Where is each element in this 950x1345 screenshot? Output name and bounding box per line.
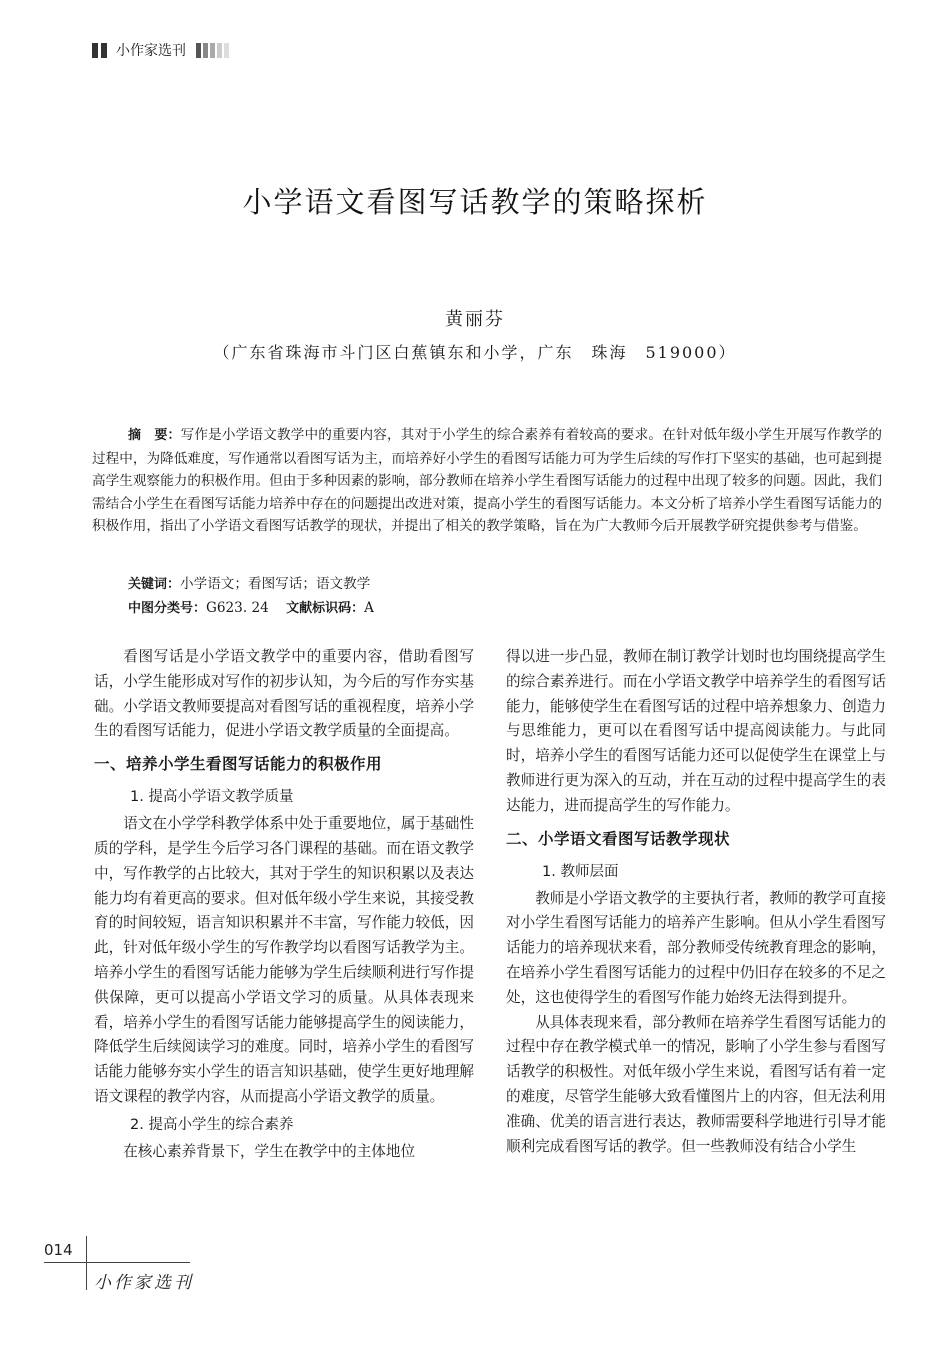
keywords-label: 关键词： [128, 577, 181, 592]
author-affiliation: （广东省珠海市斗门区白蕉镇东和小学，广东 珠海 519000） [213, 343, 737, 362]
doc-code-value: A [364, 600, 374, 616]
continued-paragraph: 得以进一步凸显，教师在制订教学计划时也均围绕提高学生的综合素养进行。而在小学语文教学中培养学生的看图写话能力，能够使学生在看图写话的过程中培养想象力、创造力与思维能力，更可以在看图写话中提高阅读能力。与此同时，培养小学生的看图写话能力还可以促使学生在课堂上与教师进行更为深入的互动，并在互动的过程中提高学生的表达能力，进而提高学生的写作能力。 [506, 648, 886, 814]
author-name: 黄丽芬 [445, 309, 505, 330]
abstract [92, 424, 882, 538]
body-paragraph: 语文在小学学科教学体系中处于重要地位，属于基础性质的学科，是学生今后学习各门课程的基础。而在语文教学中，写作教学的占比较大，其对于学生的知识积累以及表达能力均有着更高的要求。但对低年级小学生来说，其接受教育的时间较短，语言知识积累并不丰富，写作能力较低，因此，针对低年级小学生的写作教学均以看图写话教学为主。培养小学生的看图写话能力能够为学生后续顺利进行写作提供保障，更可以提高小学语文学习的质量。从具体表现来看，培养小学生的看图写话能力能够提高学生的阅读能力，降低学生后续阅读学习的难度。同时，培养小学生的看图写话能力能够夯实小学生的语言知识基础，使学生更好地理解语文课程的教学内容，从而提高小学语文教学的质量。 [94, 815, 474, 1105]
left-column [94, 645, 474, 1165]
article-title: 小学语文看图写话教学的策略探析 [242, 185, 708, 219]
clc-label: 中图分类号： [128, 601, 207, 616]
header-bar-icon [203, 43, 208, 58]
keywords-text: 小学语文；看图写话；语文教学 [180, 576, 371, 592]
intro-paragraph: 看图写话是小学语文教学中的重要内容，借助看图写话，小学生能形成对写作的初步认知，为今后的写作夯实基础。小学语文教师要提高对看图写话的重视程度，培养小学生的看图写话能力，促进小学语文教学质量的全面提高。 [94, 648, 474, 740]
section-heading-2: 二、小学语文看图写话教学现状 [506, 829, 731, 848]
header-bar-icon [217, 43, 222, 58]
classification [128, 597, 374, 616]
clc-value: G623. 24 [206, 600, 269, 616]
body-paragraph: 从具体表现来看，部分教师在培养学生看图写话能力的过程中存在教学模式单一的情况，影响了小学生参与看图写话教学的积极性。对低年级小学生来说，看图写话有着一定的难度，尽管学生能够大致看懂图片上的内容，但无法利用准确、优美的语言进行表达，教师需要科学地进行引导才能顺利完成看图写话的教学。但一些教师没有结合小学生 [506, 1013, 886, 1155]
subsection-heading: 1. 教师层面 [542, 863, 619, 880]
header-block-icon [101, 43, 107, 58]
footer-divider [86, 1236, 87, 1290]
subsection-heading: 1. 提高小学语文教学质量 [130, 789, 294, 806]
header-bar-icon [224, 43, 229, 58]
footer-rule [44, 1262, 190, 1263]
body-paragraph: 教师是小学语文教学的主要执行者，教师的教学可直接对小学生看图写话能力的培养产生影响。但从小学生看图写话能力的培养现状来看，部分教师受传统教育理念的影响，在培养小学生看图写话能力的过程中仍旧存在较多的不足之处，这也使得学生的看图写作能力始终无法得到提升。 [506, 889, 886, 1006]
subsection-heading: 2. 提高小学生的综合素养 [130, 1116, 294, 1133]
running-header [92, 40, 231, 60]
journal-logo: 小作家选刊 [94, 1273, 194, 1293]
section-heading-1: 一、培养小学生看图写话能力的积极作用 [94, 755, 383, 774]
header-bar-icon [210, 43, 215, 58]
abstract-label: 摘 要： [128, 428, 181, 443]
header-block-icon [92, 43, 98, 58]
keywords [128, 572, 370, 592]
doc-code-label: 文献标识码： [286, 601, 365, 616]
page-number: 014 [44, 1241, 73, 1259]
abstract-text: 写作是小学语文教学中的重要内容，其对于小学生的综合素养有着较高的要求。在针对低年级小学生开展写作教学的过程中，为降低难度，写作通常以看图写话为主，而培养好小学生的看图写话能力可为学生后续的写作打下坚实的基础，也可起到提高学生观察能力的积极作用。但由于多种因素的影响，部分教师在培养小学生看图写话能力的过程中出现了较多的问题。因此，我们需结合小学生在看图写话能力培养中存在的问题提出改进对策，提高小学生的看图写话能力。本文分析了培养小学生看图写话能力的积极作用，指出了小学语文看图写话教学的现状，并提出了相关的教学策略，旨在为广大教师今后开展教学研究提供参考与借鉴。 [92, 427, 882, 535]
right-column [506, 645, 886, 1159]
body-paragraph: 在核心素养背景下，学生在教学中的主体地位 [123, 1142, 416, 1160]
header-bar-icon [196, 43, 201, 58]
journal-name: 小作家选刊 [116, 43, 186, 59]
